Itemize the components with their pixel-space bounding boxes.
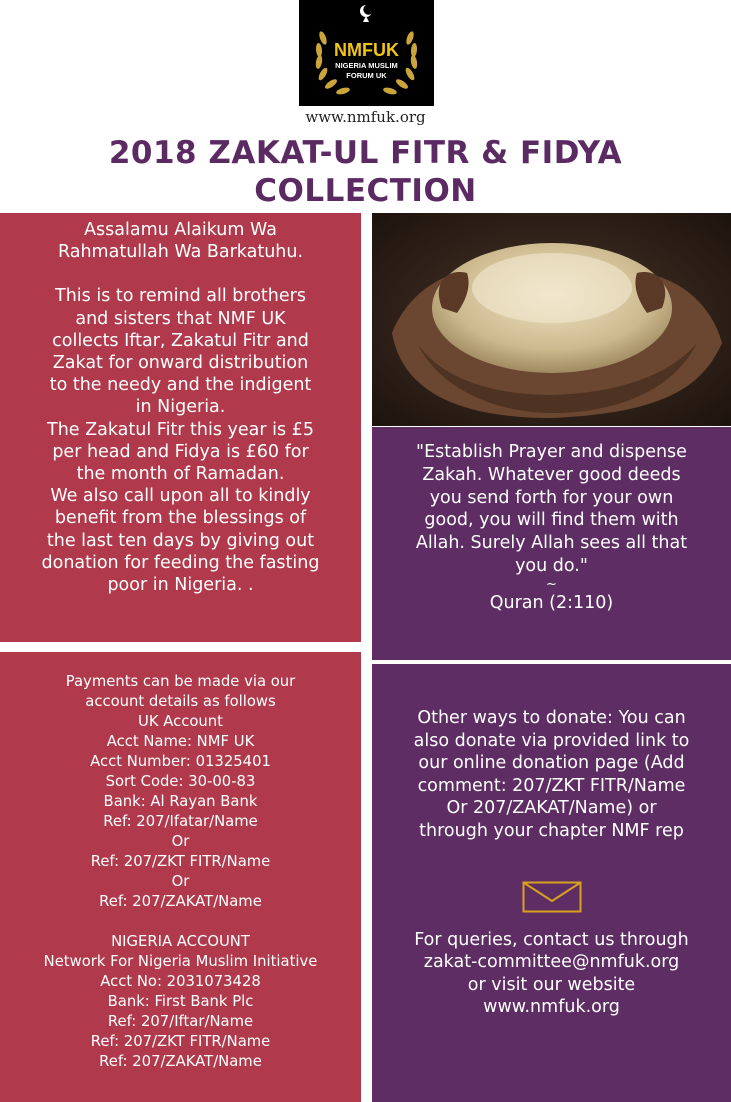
reminder-line: in Nigeria. — [135, 397, 226, 418]
reminder-panel — [0, 213, 361, 642]
payment-line: Sort Code: 30-00-83 — [105, 773, 256, 790]
payment-line: Acct Name: NMF UK — [106, 733, 255, 750]
payment-line: Ref: 207/ZAKAT/Name — [99, 1053, 262, 1070]
other-ways-line: Other ways to donate: You can — [417, 708, 686, 728]
contact-email[interactable]: zakat-committee@nmfuk.org — [423, 952, 680, 973]
payment-line: Or — [171, 833, 190, 850]
reminder-line: We also call upon all to kindly — [50, 486, 311, 507]
payment-line: Ref: 207/ZAKAT/Name — [99, 893, 262, 910]
title-line-1: 2018 ZAKAT-UL FITR & FIDYA — [108, 135, 623, 171]
reminder-line: to the needy and the indigent — [49, 375, 312, 396]
other-ways-line: our online donation page (Add — [418, 753, 685, 774]
contact-line: For queries, contact us through — [414, 929, 689, 950]
nigeria-account-details — [4, 932, 357, 1072]
payment-line: NIGERIA ACCOUNT — [111, 933, 250, 950]
reminder-line: donation for feeding the fasting — [41, 552, 320, 573]
contact-line: or visit our website — [467, 974, 636, 995]
title-line-2: COLLECTION — [254, 173, 477, 209]
payment-line: Network For Nigeria Muslim Initiative — [43, 953, 318, 970]
payment-line: Ref: 207/ZKT FITR/Name — [90, 1033, 271, 1050]
payment-line: Acct Number: 01325401 — [90, 753, 271, 770]
payment-line: Ref: 207/Iftar/Name — [107, 1013, 254, 1030]
logo — [299, 0, 434, 106]
other-ways-line: also donate via provided link to — [413, 730, 690, 751]
quote-reference: Quran (2:110) — [489, 592, 614, 613]
payment-line: Acct No: 2031073428 — [100, 973, 261, 990]
reminder-line: collects Iftar, Zakatul Fitr and — [52, 330, 309, 351]
payment-line: Ref: 207/ZKT FITR/Name — [90, 853, 271, 870]
quote-line: you do." — [515, 555, 588, 576]
payment-line: Or — [171, 873, 190, 890]
other-ways-line: Or 207/ZAKAT/Name) or — [446, 798, 657, 819]
quote-separator: ~ — [546, 576, 557, 592]
logo-subtitle-2: FORUM UK — [346, 71, 387, 80]
reminder-line: benefit from the blessings of — [54, 508, 307, 529]
greeting-line: Assalamu Alaikum Wa — [84, 220, 277, 240]
quote-line: "Establish Prayer and dispense — [416, 442, 687, 462]
quote-line: Zakah. Whatever good deeds — [422, 464, 681, 485]
payment-line: Payments can be made via our — [65, 673, 296, 690]
other-ways-panel — [372, 664, 731, 1102]
payment-details-panel — [0, 652, 361, 1102]
page-title — [40, 134, 691, 210]
payment-line: Bank: Al Rayan Bank — [103, 793, 258, 810]
reminder-line: poor in Nigeria. . — [107, 575, 254, 596]
envelope-icon — [522, 881, 582, 913]
reminder-line: the last ten days by giving out — [46, 530, 315, 551]
reminder-line: The Zakatul Fitr this year is £5 — [47, 419, 314, 440]
other-ways-line: through your chapter NMF rep — [419, 820, 684, 841]
payment-line: UK Account — [138, 713, 223, 730]
reminder-line: the month of Ramadan. — [76, 464, 285, 485]
quote-panel — [372, 427, 731, 660]
payment-line: Bank: First Bank Plc — [107, 993, 254, 1010]
greeting-line: Rahmatullah Wa Barkatuhu. — [57, 242, 304, 263]
logo-name: NMFUK — [334, 40, 399, 60]
website-url[interactable]: www.nmfuk.org — [305, 108, 426, 126]
contact-website[interactable]: www.nmfuk.org — [483, 997, 620, 1018]
quote-line: you send forth for your own — [429, 487, 674, 508]
reminder-line: and sisters that NMF UK — [75, 308, 286, 329]
greeting — [8, 219, 353, 263]
other-ways-text — [380, 707, 723, 843]
uk-account-details — [4, 672, 357, 912]
reminder-body — [8, 285, 353, 596]
reminder-line: Zakat for onward distribution — [52, 353, 309, 374]
payment-line: account details as follows — [85, 693, 276, 710]
quote-line: Allah. Surely Allah sees all that — [415, 533, 688, 554]
hands-holding-rice-photo — [372, 213, 731, 426]
quote-line: good, you will find them with — [424, 510, 679, 531]
reminder-line: This is to remind all brothers — [55, 286, 306, 307]
other-ways-line: comment: 207/ZKT FITR/Name — [417, 775, 686, 796]
contact-text — [380, 929, 723, 1019]
payment-line: Ref: 207/Ifatar/Name — [103, 813, 258, 830]
reminder-line: per head and Fidya is £60 for — [52, 441, 309, 462]
logo-subtitle-1: NIGERIA MUSLIM — [335, 61, 398, 70]
